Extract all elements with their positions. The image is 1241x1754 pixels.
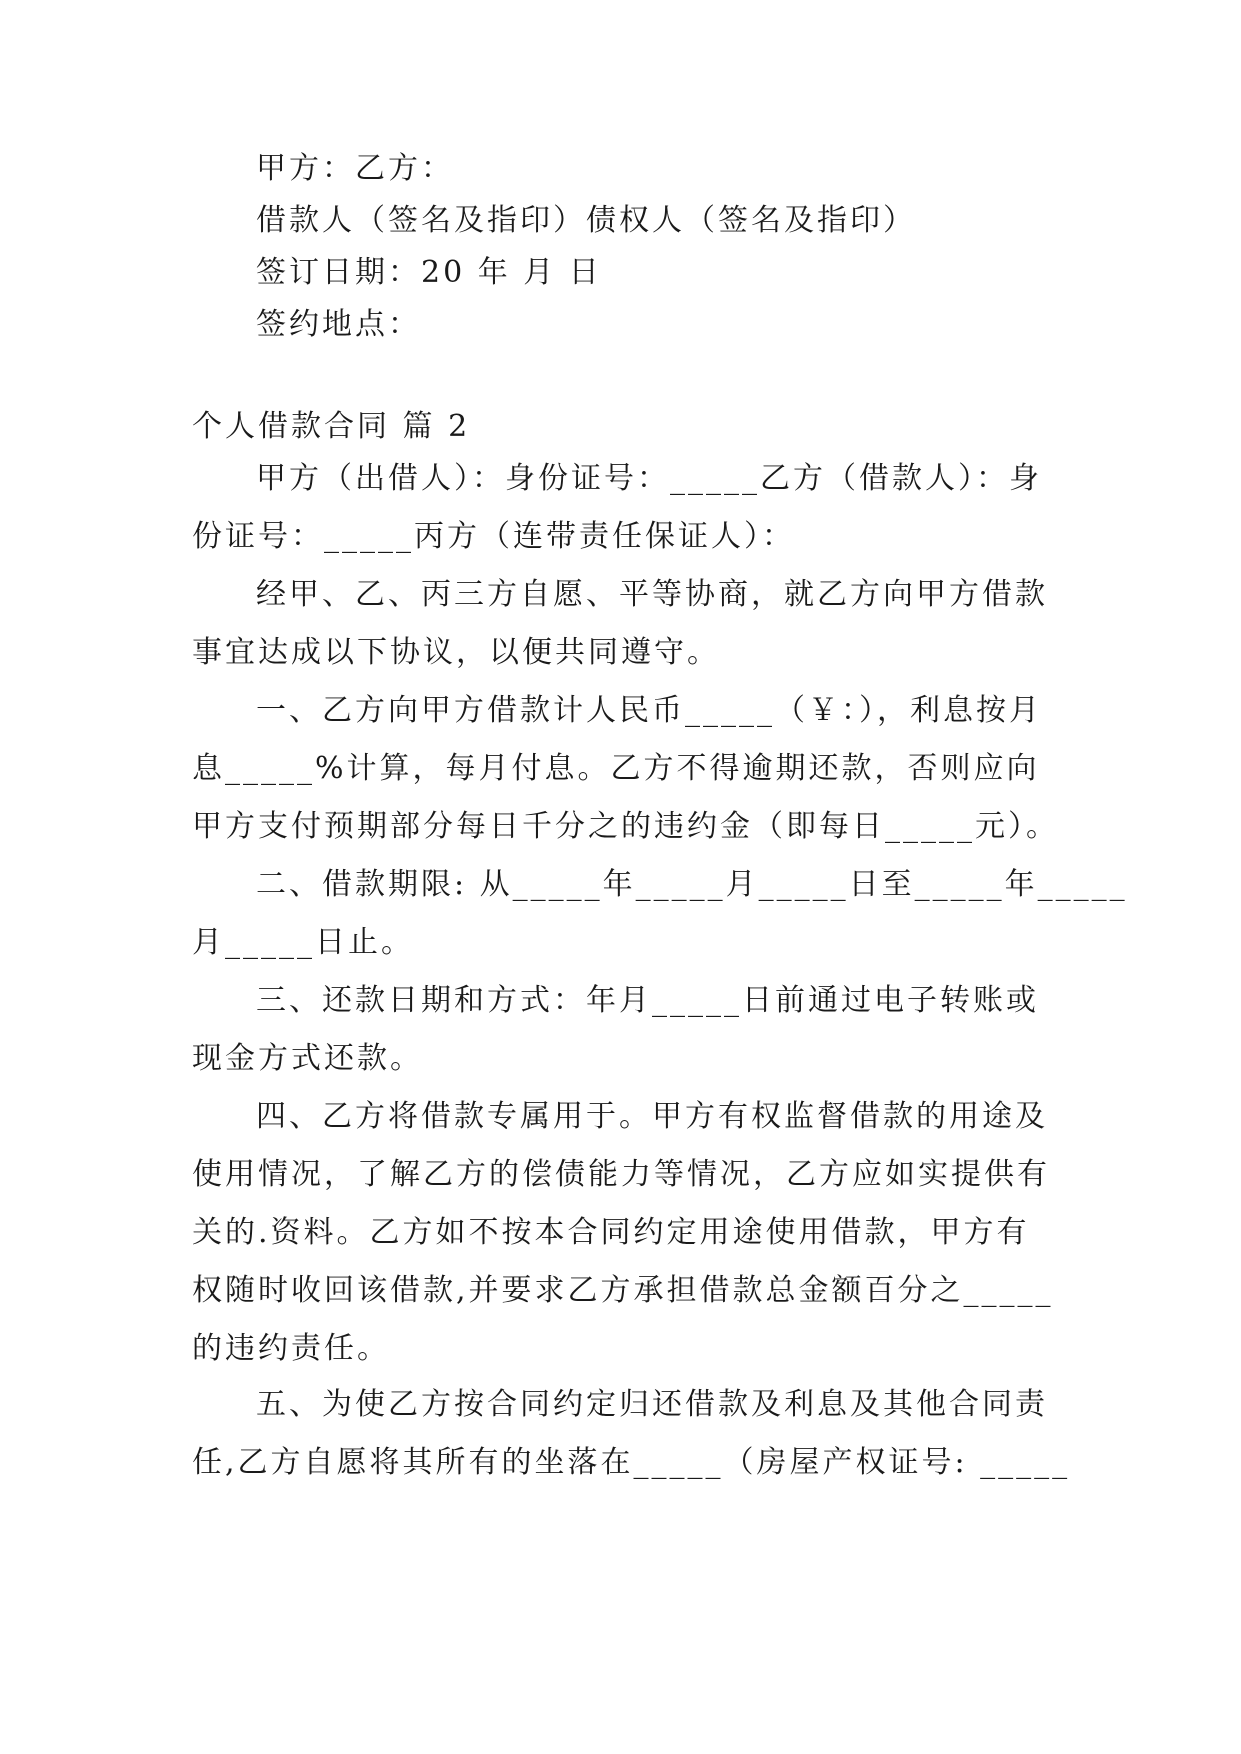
paragraph-line: 的违约责任。 — [192, 1331, 390, 1366]
signature-date: 签订日期：20 年 月 日 — [256, 255, 602, 290]
clause-three — [192, 972, 1052, 1088]
section-heading: 个人借款合同 篇 2 — [192, 409, 471, 444]
clause-two — [192, 856, 1128, 972]
paragraph-line: 甲方支付预期部分每日千分之的违约金（即每日_____元）。 — [192, 809, 1059, 844]
paragraph-line: 关的.资料。乙方如不按本合同约定用途使用借款，甲方有 — [192, 1215, 1030, 1250]
signature-place: 签约地点： — [256, 307, 421, 342]
paragraph-line: 使用情况，了解乙方的偿债能力等情况，乙方应如实提供有 — [192, 1157, 1050, 1192]
paragraph-line: 权随时收回该借款,并要求乙方承担借款总金额百分之_____ — [192, 1273, 1054, 1308]
paragraph-line: 四、乙方将借款专属用于。甲方有权监督借款的用途及 — [256, 1099, 1048, 1134]
signature-parties: 甲方：乙方： — [256, 151, 454, 186]
paragraph-line: 五、为使乙方按合同约定归还借款及利息及其他合同责 — [256, 1387, 1048, 1422]
signature-signers: 借款人（签名及指印）债权人（签名及指印） — [256, 203, 916, 238]
paragraph-line: 经甲、乙、丙三方自愿、平等协商，就乙方向甲方借款 — [256, 577, 1048, 612]
paragraph-line: 现金方式还款。 — [192, 1041, 423, 1076]
paragraph-line: 一、乙方向甲方借款计人民币_____（￥：），利息按月 — [256, 693, 1042, 728]
paragraph-line: 份证号：_____丙方（连带责任保证人）： — [192, 519, 795, 554]
paragraph-line: 息_____%计算，每月付息。乙方不得逾期还款，否则应向 — [192, 751, 1040, 786]
paragraph-agreement — [192, 566, 1052, 682]
paragraph-line: 月_____日止。 — [192, 925, 414, 960]
clause-four — [192, 1088, 1052, 1378]
paragraph-line: 甲方（出借人）：身份证号：_____乙方（借款人）：身 — [256, 461, 1042, 496]
paragraph-line: 二、借款期限: 从_____年_____月_____日至_____年_____ — [256, 867, 1128, 902]
clause-five — [192, 1376, 1071, 1492]
clause-one — [192, 682, 1059, 856]
paragraph-line: 三、还款日期和方式：年月_____日前通过电子转账或 — [256, 983, 1039, 1018]
paragraph-line: 任,乙方自愿将其所有的坐落在_____（房屋产权证号: _____ — [192, 1445, 1071, 1480]
paragraph-line: 事宜达成以下协议，以便共同遵守。 — [192, 635, 720, 670]
paragraph-parties — [192, 450, 1052, 566]
